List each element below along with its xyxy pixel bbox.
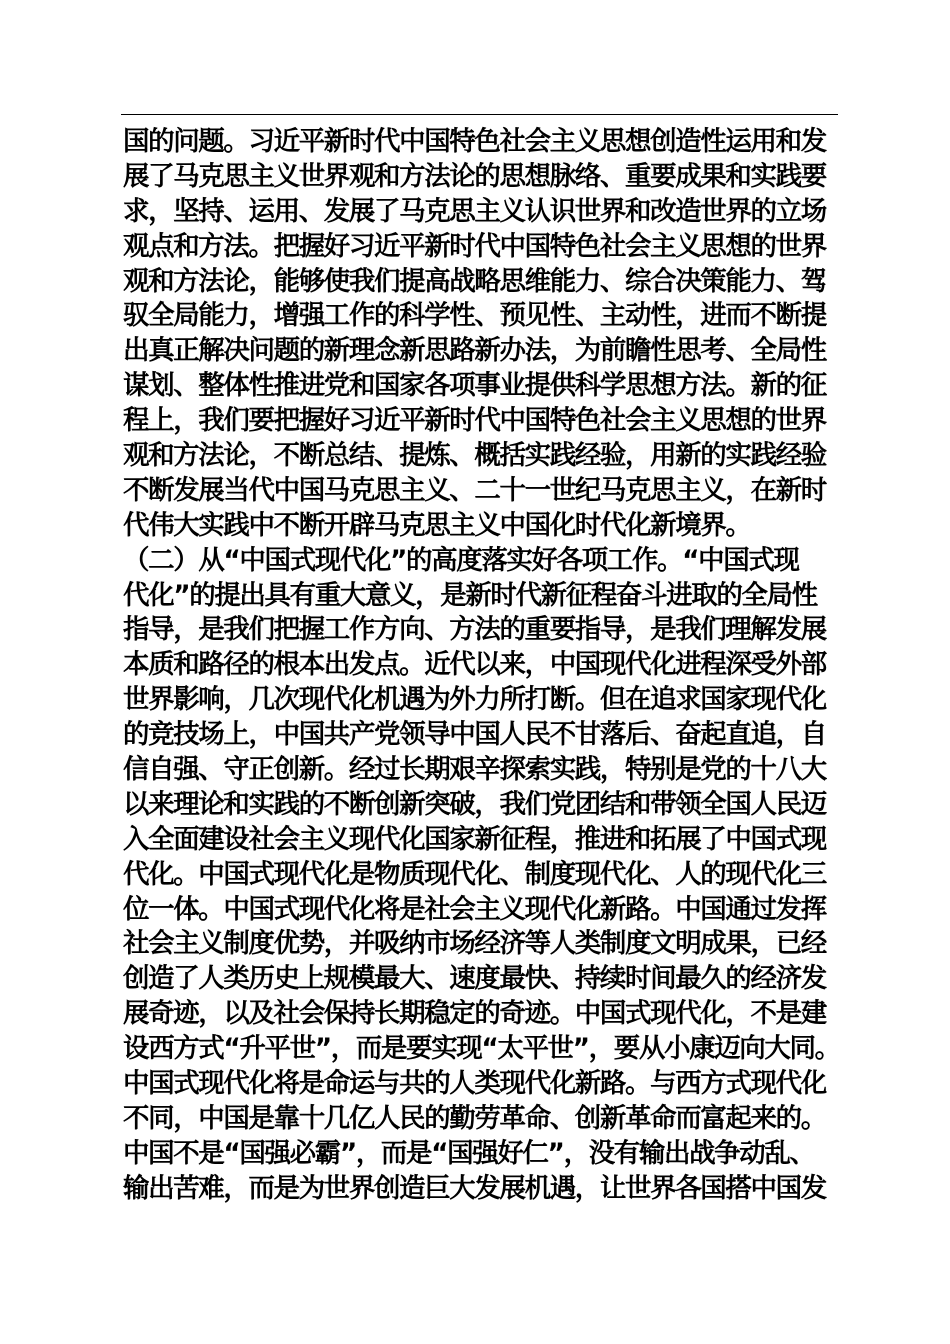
section-heading-line: （二）从“中国式现代化”的高度落实好各项工作。“中国式现 <box>123 544 799 576</box>
text-line: 国的问题。习近平新时代中国特色社会主义思想创造性运用和发 <box>123 126 826 157</box>
text-line: 观和方法论，能够使我们提高战略思维能力、综合决策能力、驾 <box>123 265 826 297</box>
text-line: 位一体。中国式现代化将是社会主义现代化新路。中国通过发挥 <box>123 893 826 925</box>
text-line: 代伟大实践中不断开辟马克思主义中国化时代化新境界。 <box>123 509 751 541</box>
text-line: 中国式现代化将是命运与共的人类现代化新路。与西方式现代化 <box>123 1068 826 1100</box>
text-line: 代化。中国式现代化是物质现代化、制度现代化、人的现代化三 <box>123 858 826 890</box>
text-line: 驭全局能力，增强工作的科学性、预见性、主动性，进而不断提 <box>123 300 826 332</box>
text-line: 设西方式“升平世”，而是要实现“太平世”，要从小康迈向大同。 <box>123 1033 840 1065</box>
text-line: 世界影响，几次现代化机遇为外力所打断。但在追求国家现代化 <box>123 684 826 716</box>
text-line: 展了马克思主义世界观和方法论的思想脉络、重要成果和实践要 <box>123 160 826 192</box>
text-line: 社会主义制度优势，并吸纳市场经济等人类制度文明成果，已经 <box>123 928 826 960</box>
header-rule <box>121 114 838 115</box>
text-line: 出真正解决问题的新理念新思路新办法，为前瞻性思考、全局性 <box>123 335 826 367</box>
text-line: 创造了人类历史上规模最大、速度最快、持续时间最久的经济发 <box>123 963 826 995</box>
text-line: 指导，是我们把握工作方向、方法的重要指导，是我们理解发展 <box>123 614 826 646</box>
text-line: 谋划、整体性推进党和国家各项事业提供科学思想方法。新的征 <box>123 370 826 402</box>
text-line: 不同，中国是靠十几亿人民的勤劳革命、创新革命而富起来的。 <box>123 1102 826 1134</box>
body-text <box>123 125 839 1207</box>
text-line: 的竞技场上，中国共产党领导中国人民不甘落后、奋起直追，自 <box>123 719 826 751</box>
text-line: 入全面建设社会主义现代化国家新征程，推进和拓展了中国式现 <box>123 823 826 855</box>
text-line: 信自强、守正创新。经过长期艰辛探索实践，特别是党的十八大 <box>123 754 826 786</box>
text-line: 不断发展当代中国马克思主义、二十一世纪马克思主义，在新时 <box>123 474 826 506</box>
text-line: 本质和路径的根本出发点。近代以来，中国现代化进程深受外部 <box>123 649 826 681</box>
text-line: 程上，我们要把握好习近平新时代中国特色社会主义思想的世界 <box>123 405 826 437</box>
text-line: 输出苦难，而是为世界创造巨大发展机遇，让世界各国搭中国发 <box>123 1172 826 1204</box>
text-line: 以来理论和实践的不断创新突破，我们党团结和带领全国人民迈 <box>123 788 826 820</box>
text-line: 中国不是“国强必霸”，而是“国强好仁”，没有输出战争动乱、 <box>123 1137 815 1169</box>
text-line: 求，坚持、运用、发展了马克思主义认识世界和改造世界的立场 <box>123 195 826 227</box>
text-line: 观点和方法。把握好习近平新时代中国特色社会主义思想的世界 <box>123 230 826 262</box>
text-line: 展奇迹，以及社会保持长期稳定的奇迹。中国式现代化，不是建 <box>123 998 826 1030</box>
text-line: 观和方法论，不断总结、提炼、概括实践经验，用新的实践经验 <box>123 440 826 472</box>
text-line: 代化”的提出具有重大意义，是新时代新征程奋斗进取的全局性 <box>123 579 817 611</box>
